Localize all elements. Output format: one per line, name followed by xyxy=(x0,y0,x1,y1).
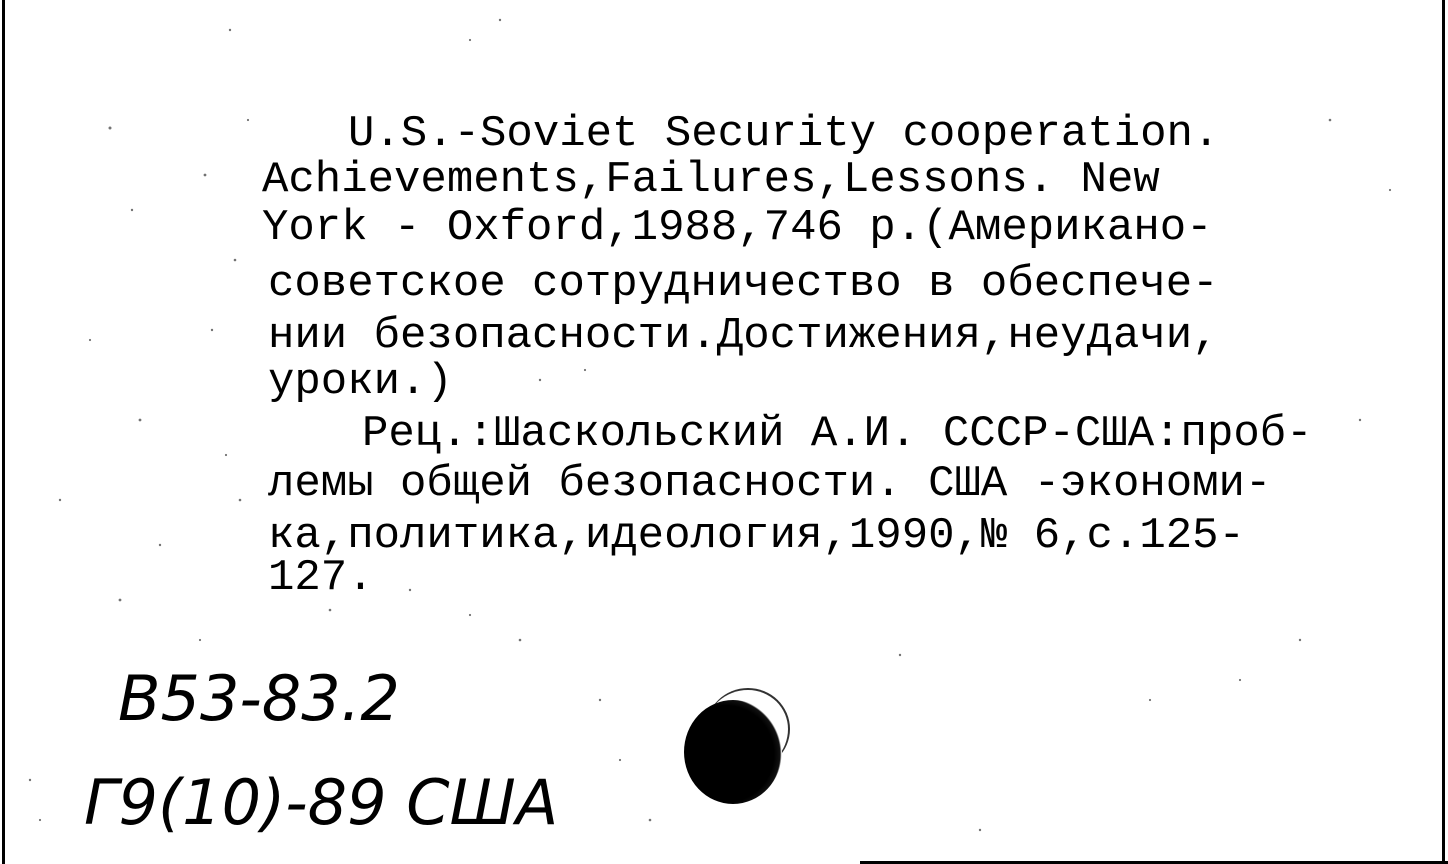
card-line-1: U.S.-Soviet Security cooperation. xyxy=(348,109,1220,159)
card-left-edge xyxy=(2,0,5,864)
card-line-3: York - Oxford,1988,746 p.(Американо- xyxy=(262,203,1213,253)
punch-hole xyxy=(684,700,782,804)
card-line-10: 127. xyxy=(268,553,374,603)
card-line-2: Achievements,Failures,Lessons. New xyxy=(262,155,1160,205)
card-line-5: нии безопасности.Достижения,неудачи, xyxy=(268,311,1219,361)
shelfmark-line-1: В53-83.2 xyxy=(118,662,400,735)
card-line-4: советское сотрудничество в обеспече- xyxy=(268,259,1219,309)
card-right-edge xyxy=(1442,0,1445,864)
card-line-9: ка,политика,идеология,1990,№ 6,с.125- xyxy=(268,511,1245,561)
card-line-6: уроки.) xyxy=(268,357,453,407)
card-line-8: лемы общей безопасности. США -экономи- xyxy=(268,459,1272,509)
card-line-7: Рец.:Шаскольский А.И. СССР-США:проб- xyxy=(362,409,1313,459)
shelfmark-line-2: Г9(10)-89 США xyxy=(84,766,559,839)
